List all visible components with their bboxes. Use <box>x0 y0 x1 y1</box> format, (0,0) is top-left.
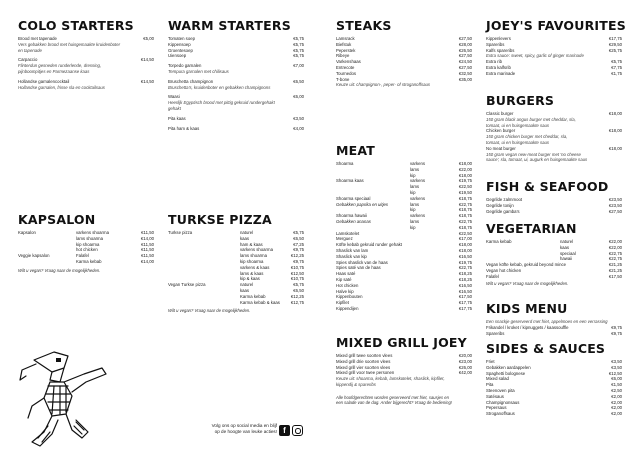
item-price: €17,75 <box>458 305 472 311</box>
item-price: €2,00 <box>611 405 622 411</box>
item-price: €11,50 <box>141 253 154 259</box>
item-option: varkens <box>410 178 426 184</box>
item-list <box>486 319 622 336</box>
item-option: lams <box>410 201 420 207</box>
item-name: pijnboompitjes en Parmezaanse kaas <box>18 68 90 74</box>
item-price: €42,00 <box>458 370 472 376</box>
item-name: Lamsrack <box>336 36 355 41</box>
section-mixed-grill <box>336 336 472 406</box>
item-price: €22,50 <box>458 230 472 236</box>
item-name: Extra rib <box>486 59 502 65</box>
item-name: Extra marinade <box>486 70 516 76</box>
item-price: €22,00 <box>608 244 622 250</box>
item-price: €12,50 <box>608 370 622 376</box>
item-list <box>336 353 472 388</box>
item-name: Gebakken paprika en uitjes <box>336 201 389 207</box>
item-option: lams shoarma <box>240 253 267 259</box>
item-name: Brood met tapenade <box>18 36 57 41</box>
item-name: kippendij & spareribs <box>336 381 376 387</box>
item-name: Peperstek <box>336 47 356 53</box>
item-option: naturel <box>560 239 574 244</box>
item-name: Flinterdun gesneden runderlende, dressing, <box>18 63 102 69</box>
item-name: tomaat, ui en huisgemaakte saus <box>486 139 550 145</box>
item-name: Gegrilde tonijn <box>486 202 514 208</box>
item-price: €3,50 <box>611 364 622 370</box>
item-price: €18,00 <box>608 111 622 116</box>
item-list <box>168 230 304 305</box>
item-price: €17,00 <box>458 236 472 242</box>
item-name: Satésaus <box>486 393 504 399</box>
item-price: €26,00 <box>458 364 472 370</box>
section-joeys-favourites <box>486 18 626 77</box>
vegan-note: Wilt u vegan? Vraag naar de mogelijkheden. <box>168 308 251 314</box>
item-price: €22,75 <box>458 265 472 271</box>
item-option: kaas <box>560 244 570 250</box>
item-price: €14,00 <box>140 235 154 241</box>
menu-item <box>486 411 622 417</box>
item-name: Waasi <box>168 94 180 100</box>
menu-item <box>486 331 622 337</box>
item-name: Tournedos <box>336 70 357 76</box>
item-name: Shoarma speciaal <box>336 195 371 201</box>
item-price: €18,75 <box>458 224 472 230</box>
item-list <box>336 36 472 88</box>
item-price: €6,00 <box>611 376 622 382</box>
item-list <box>336 161 472 312</box>
item-name: Carpaccio <box>18 57 38 63</box>
item-name: Extra kalfsrib <box>486 64 511 70</box>
item-price: €6,50 <box>293 235 304 241</box>
social-text-1: Volg ons op social media en blijf <box>211 423 277 428</box>
item-name: Vegan Turkse pizza <box>168 282 206 288</box>
item-option: lams <box>410 218 420 224</box>
item-name: Torpedo garnalen <box>168 63 202 69</box>
item-price: €18,00 <box>608 128 622 134</box>
section-title: VEGETARIAN <box>486 221 577 236</box>
item-name: No meat burger <box>486 145 516 151</box>
item-name: 150 gram black angus burger met cheddar, sla, <box>486 116 576 122</box>
item-name: Bruschetta champignon <box>168 78 214 84</box>
item-name: Een snackje geserveerd met friet, appelmoes en een verrassing <box>486 319 608 324</box>
item-name: Vegan köfte kebab, gekruid beyond mince <box>486 262 567 268</box>
item-name: Kippenbouten <box>336 294 363 300</box>
item-option: ham & kaas <box>240 241 263 247</box>
item-price: €11,50 <box>141 230 154 235</box>
item-name: Spies saté van de haas <box>336 265 381 271</box>
item-price: €10,75 <box>290 276 304 282</box>
item-name: Veggie kapsalon <box>18 253 50 259</box>
social-text-2: op de hoogte van leuke acties! <box>214 429 277 434</box>
item-price: €3,50 <box>293 115 304 121</box>
item-price: €2,50 <box>611 387 622 393</box>
item-description <box>18 85 154 91</box>
item-name: Shaslick van kip <box>336 253 367 259</box>
item-list <box>486 197 622 214</box>
item-price: €12,25 <box>290 293 304 299</box>
menu-item <box>486 71 622 77</box>
item-price: €22,75 <box>608 250 622 256</box>
item-price: €23,00 <box>458 358 472 364</box>
item-name: Pepersaus <box>486 405 507 411</box>
item-price: €18,00 <box>458 242 472 248</box>
menu-item <box>18 259 154 265</box>
item-option: naturel <box>240 282 254 288</box>
item-name: Mixed grill twee soorten vlees <box>336 353 393 358</box>
item-name: Kippenlevers <box>486 36 511 41</box>
item-name: Classic burger <box>486 111 514 116</box>
section-turkse-pizza <box>168 213 304 314</box>
item-price: €22,00 <box>458 166 472 172</box>
item-option: lams <box>410 184 420 190</box>
menu-item <box>486 209 622 215</box>
item-name: Kippendijen <box>336 305 359 311</box>
item-price: €23,50 <box>608 197 622 202</box>
item-price: €17,75 <box>458 300 472 306</box>
item-price: €5,00 <box>143 36 154 41</box>
item-price: €27,50 <box>458 64 472 70</box>
item-name: Friet <box>486 359 495 364</box>
item-option: kip & kaas <box>240 276 260 282</box>
item-price: €1,75 <box>611 70 622 76</box>
item-price: €28,00 <box>458 41 472 47</box>
item-option: kip <box>410 189 416 195</box>
item-price: €12,75 <box>290 299 304 305</box>
section-warm-starters <box>168 19 304 131</box>
item-price: €27,50 <box>458 36 472 41</box>
section-title: MIXED GRILL JOEY <box>336 335 467 350</box>
item-name: Vegan hot chicken <box>486 267 522 273</box>
item-price: €5,75 <box>293 282 304 288</box>
item-name: Bruschetta's, kruidenboter en gebakken champignons <box>168 84 271 90</box>
item-price: €5,75 <box>293 47 304 53</box>
item-price: €14,50 <box>140 78 154 84</box>
section-kids-menu <box>486 302 622 336</box>
footnote-1: Alle hoofdgerechten worden geserveerd met friet, sausjes en <box>336 394 449 400</box>
item-option: varkens shoarma <box>240 247 273 253</box>
item-name: Varkenshaas <box>336 59 361 65</box>
item-option: naturel <box>240 230 254 235</box>
menu-item <box>486 274 622 280</box>
item-option: Karma kebab <box>240 293 266 299</box>
item-price: €32,50 <box>458 70 472 76</box>
item-price: €29,50 <box>608 41 622 47</box>
item-name: Mixed salad <box>486 376 509 382</box>
item-name: Pita kaas <box>168 115 186 121</box>
item-price: €22,75 <box>458 201 472 207</box>
item-price: €7,00 <box>293 63 304 69</box>
item-option: Karma kebab & kaas <box>240 299 280 305</box>
menu-item <box>168 300 304 306</box>
item-option: kip <box>410 172 416 178</box>
item-name: Hollandse garnalencocktail <box>18 78 70 84</box>
item-price: €20,00 <box>458 353 472 358</box>
item-name: Gebakken ananas <box>336 218 371 224</box>
section-title: TURKSE PIZZA <box>168 212 272 227</box>
item-name: Ribeye <box>336 53 350 59</box>
item-price: €35,00 <box>458 76 472 82</box>
item-price: €19,75 <box>458 259 472 265</box>
item-name: Chicken burger <box>486 128 516 134</box>
item-option: lams <box>410 166 420 172</box>
item-name: Mixed grill vier soorten vlees <box>336 364 391 370</box>
item-price: €11,50 <box>141 247 154 253</box>
item-name: Lamskotelet <box>336 230 360 236</box>
item-name: Hollandse garnalen, frisse sla en cocktailsaus <box>18 84 105 90</box>
section-title: SIDES & SAUCES <box>486 341 606 356</box>
footnote-2: een salade van de dag. Ander bijgerecht? Vraag de bediening! <box>336 400 452 406</box>
item-price: €11,50 <box>141 241 154 247</box>
section-title: JOEY'S FAVOURITES <box>486 18 626 33</box>
item-price: €9,75 <box>611 324 622 330</box>
item-price: €22,75 <box>608 256 622 262</box>
item-price: €24,50 <box>458 59 472 65</box>
item-price: €17,50 <box>608 273 622 279</box>
item-option: speciaal <box>560 250 576 256</box>
item-price: €16,50 <box>458 288 472 294</box>
item-name: Turkse pizza <box>168 230 193 235</box>
item-price: €9,75 <box>293 258 304 264</box>
item-price: €3,50 <box>611 359 622 364</box>
item-name: Stroganoffsaus <box>486 411 515 417</box>
item-name: Heerlijk Egyptisch brood met pittig gekruid rundergehakt <box>168 100 275 106</box>
section-title: KAPSALON <box>18 212 96 227</box>
item-name: Halve kip <box>336 288 354 294</box>
item-price: €1,50 <box>611 382 622 388</box>
section-burgers <box>486 94 622 163</box>
item-name: Kipfilet <box>336 300 349 306</box>
item-name: Pita <box>486 382 494 388</box>
item-price: €21,25 <box>608 262 622 268</box>
item-price: €27,50 <box>458 53 472 59</box>
item-price: €16,50 <box>458 282 472 288</box>
item-name: Kapsalon <box>18 230 36 235</box>
item-price: €12,25 <box>290 253 304 259</box>
item-list <box>486 359 622 417</box>
item-name: 150 gram vegan new-meat burger met 'no cheese <box>486 151 581 157</box>
item-price: €19,50 <box>458 189 472 195</box>
item-price: €7,25 <box>293 241 304 247</box>
mascot-illustration <box>14 346 114 451</box>
item-price: €22,50 <box>458 184 472 190</box>
item-description <box>486 157 622 163</box>
vegan-note: Wilt u vegan? Vraag naar de mogelijkheden. <box>486 280 569 286</box>
item-name: Uiensoep <box>168 53 187 59</box>
item-name: Steenoven pita <box>486 387 515 393</box>
item-name: Extra sauce: sweet, spicy, garlic of ginger marinade <box>486 53 584 59</box>
section-title: WARM STARTERS <box>168 18 291 33</box>
item-list <box>486 36 622 77</box>
item-name: Gebakken aardappelen <box>486 364 531 370</box>
item-price: €26,50 <box>458 47 472 53</box>
instagram-icon[interactable] <box>292 425 303 436</box>
item-description <box>336 382 472 388</box>
item-option: hawaii <box>560 256 573 262</box>
item-name: Pita ham & kaas <box>168 125 200 131</box>
item-name: Karma kebab <box>486 239 512 244</box>
item-option: hot chicken <box>76 247 98 253</box>
item-name: Shaslick van lam <box>336 247 369 253</box>
item-option: kip <box>410 207 416 213</box>
item-price: €2,00 <box>611 393 622 399</box>
item-price: €5,75 <box>293 36 304 41</box>
item-price: €5,75 <box>293 230 304 235</box>
item-name: gehakt <box>168 105 181 111</box>
item-list <box>18 230 154 265</box>
item-name: Biefstuk <box>336 41 352 47</box>
social-footer <box>196 423 304 439</box>
item-option: kip shoarma <box>240 258 264 264</box>
item-price: €18,25 <box>458 271 472 277</box>
item-list <box>18 36 154 90</box>
item-list <box>168 36 304 131</box>
item-name: Merguez <box>336 236 353 242</box>
item-price: €17,50 <box>458 294 472 300</box>
item-name: Vers gebakken brood met huisgemaakte kruidenboter <box>18 41 121 47</box>
item-name: Spareribs <box>486 330 505 336</box>
item-name: Gegrilde zalmmoot <box>486 197 523 202</box>
section-sides-sauces <box>486 342 622 417</box>
item-price: €27,50 <box>608 208 622 214</box>
item-option: kip shoarma <box>76 241 100 247</box>
item-price: €25,75 <box>608 47 622 53</box>
item-option: varkens <box>410 195 426 201</box>
item-price: €18,75 <box>458 213 472 219</box>
item-option: varkens <box>410 161 426 166</box>
item-option: varkens shoarma <box>76 230 109 235</box>
item-price: €18,00 <box>458 161 472 166</box>
item-price: €10,75 <box>290 264 304 270</box>
item-price: €5,75 <box>611 59 622 65</box>
item-name: Mixed grill voor twee personen <box>336 370 395 376</box>
item-name: Shoarma kaas <box>336 178 364 184</box>
item-price: €14,00 <box>140 258 154 264</box>
item-name: 150 gram chicken burger met cheddar, sla, <box>486 134 568 140</box>
item-price: €22,75 <box>458 218 472 224</box>
item-price: €18,75 <box>458 195 472 201</box>
item-name: Spies shaslick van de haas <box>336 259 388 265</box>
item-name: Hot chicken <box>336 282 359 288</box>
item-name: Groentesoep <box>168 47 193 53</box>
item-name: tomaat, ui en huisgemaakte saus <box>486 122 550 128</box>
item-price: €18,00 <box>458 247 472 253</box>
item-name: Haas saté <box>336 271 356 277</box>
item-price: €21,25 <box>608 267 622 273</box>
item-option: lams & kaas <box>240 270 264 276</box>
item-name: Mixed grill drie soorten vlees <box>336 358 391 364</box>
item-name: Kippensoep <box>168 41 191 47</box>
item-option: kip <box>410 224 416 230</box>
item-name: Shoarma hawaii <box>336 213 367 219</box>
item-price: €18,00 <box>608 145 622 151</box>
item-price: €18,75 <box>458 207 472 213</box>
item-name: Gegrilde gamba's <box>486 208 520 214</box>
item-price: €9,75 <box>611 330 622 336</box>
item-name: sauce', sla, tomaat, ui, augurk en huisgemaakte saus <box>486 157 588 163</box>
item-price: €23,50 <box>608 202 622 208</box>
item-price: €6,50 <box>293 287 304 293</box>
item-price: €19,75 <box>458 178 472 184</box>
item-price: €4,00 <box>293 125 304 131</box>
item-price: €12,50 <box>290 270 304 276</box>
item-option: kaas <box>240 287 250 293</box>
section-kapsalon <box>18 213 154 273</box>
item-option: Falafel <box>76 253 89 259</box>
item-name: Köfte kebab gekruid runder gehakt <box>336 242 402 248</box>
item-name: Entrecote <box>336 64 355 70</box>
item-option: kaas <box>240 235 250 241</box>
section-title: FISH & SEAFOOD <box>486 179 609 194</box>
item-name: Tomaten soep <box>168 36 195 41</box>
section-cold-starters <box>18 19 154 90</box>
facebook-icon[interactable]: f <box>279 425 290 436</box>
item-name: Shoarma <box>336 161 354 166</box>
section-title: COLO STARTERS <box>18 18 134 33</box>
vegan-note: Wilt u vegan? Vraag naar de mogelijkheden. <box>18 267 101 273</box>
item-name: Keuze uit: champignon-, peper- of stroganoffsaus <box>336 82 431 88</box>
item-price: €18,00 <box>458 172 472 178</box>
item-name: en tapenade <box>18 47 42 53</box>
item-description <box>336 82 472 88</box>
item-name: Champignonsaus <box>486 399 520 405</box>
item-price: €2,00 <box>611 411 622 417</box>
menu-item <box>168 126 304 132</box>
item-name: Frikandel / kroket / kipnuggets / kaassouffle <box>486 324 569 330</box>
item-list <box>486 111 622 163</box>
item-name: Spareribs <box>486 41 505 47</box>
item-price: €14,50 <box>140 57 154 63</box>
item-price: €22,00 <box>608 239 622 244</box>
item-price: €17,75 <box>608 36 622 41</box>
section-title: BURGERS <box>486 93 555 108</box>
item-price: €6,00 <box>293 94 304 100</box>
section-steaks <box>336 19 472 88</box>
item-name: Falafel <box>486 273 499 279</box>
item-price: €2,00 <box>611 399 622 405</box>
item-option: Karma kebab <box>76 258 102 264</box>
item-price: €6,50 <box>293 78 304 84</box>
section-vegetarian <box>486 222 622 286</box>
item-price: €7,75 <box>611 64 622 70</box>
section-title: STEAKS <box>336 18 392 33</box>
item-name: Spaghetti bolognese <box>486 370 526 376</box>
item-price: €9,75 <box>293 247 304 253</box>
item-name: T-bone <box>336 76 350 82</box>
item-name: Kalfs spareribs <box>486 47 515 53</box>
item-price: €5,75 <box>293 53 304 59</box>
item-name: Tempura garnalen met chilisaus <box>168 68 229 74</box>
section-fish-seafood <box>486 180 622 214</box>
item-option: varkens <box>410 213 426 219</box>
item-option: varkens & kaas <box>240 264 270 270</box>
menu-item <box>336 306 472 312</box>
section-title: KIDS MENU <box>486 301 568 316</box>
item-name: Keuze uit: shoarma, kebab, lamskotelet, shaslick, kipfilet, <box>336 376 445 382</box>
item-list <box>486 239 622 280</box>
item-price: €5,75 <box>293 41 304 47</box>
item-option: lams shoarma <box>76 235 103 241</box>
item-name: Kip saté <box>336 276 352 282</box>
section-meat <box>336 144 472 312</box>
item-price: €16,50 <box>458 253 472 259</box>
section-title: MEAT <box>336 143 376 158</box>
item-price: €18,25 <box>458 276 472 282</box>
